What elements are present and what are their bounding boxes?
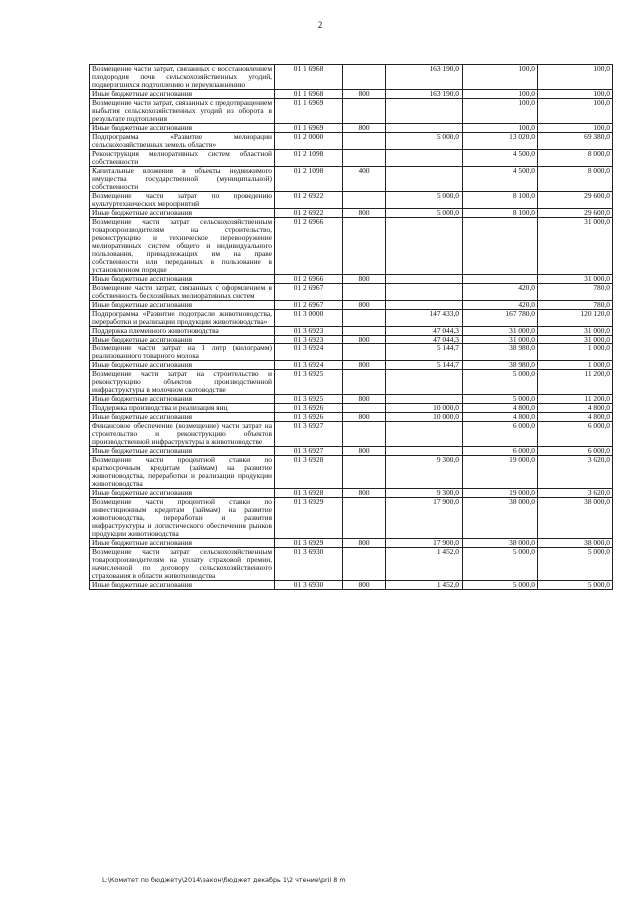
row-code: 01 2 1098 [275,166,343,191]
row-kvr: 800 [343,581,386,590]
table-row [90,456,613,489]
row-amount-2: 4 800,0 [463,413,538,422]
table-row [90,413,613,422]
row-kvr: 800 [343,361,386,370]
row-name: Возмещение части затрат на строительство и реконструкцию объектов производственной инфраструктуры в молочном скотоводстве [90,370,275,395]
row-amount-3: 38 000,0 [538,539,613,548]
row-amount-3: 31 000,0 [538,335,613,344]
row-code: 01 3 6928 [275,456,343,489]
row-amount-1: 9 300,0 [386,489,463,498]
row-amount-1: 5 144,7 [386,344,463,361]
row-code: 01 1 6968 [275,65,343,90]
row-amount-1 [386,98,463,123]
row-amount-2: 420,0 [463,283,538,300]
row-amount-3: 4 800,0 [538,404,613,413]
row-name: Иные бюджетные ассигнования [90,335,275,344]
row-amount-1: 163 190,0 [386,65,463,90]
table-row [90,274,613,283]
table-row [90,404,613,413]
row-amount-3: 6 000,0 [538,447,613,456]
table-row [90,166,613,191]
table-row [90,361,613,370]
row-amount-1: 5 000,0 [386,191,463,208]
row-name: Иные бюджетные ассигнования [90,413,275,422]
row-amount-1: 147 433,0 [386,309,463,326]
table-row [90,344,613,361]
row-amount-3: 4 800,0 [538,413,613,422]
row-amount-2: 8 100,0 [463,191,538,208]
row-code: 01 2 6966 [275,274,343,283]
table-row [90,217,613,274]
row-amount-2 [463,274,538,283]
row-name: Возмещение части затрат, связанных с предотвращением выбытия сельскохозяйственных угодий из оборота в результате подтопления [90,98,275,123]
row-amount-2: 4 800,0 [463,404,538,413]
table-row [90,335,613,344]
row-name: Капитальные вложения в объекты недвижимого имущества государственной (муниципальной) собственности [90,166,275,191]
row-amount-2: 6 000,0 [463,447,538,456]
row-name: Возмещение части процентной ставки по краткосрочным кредитам (займам) на развитие животноводства, переработки и реализации продукции животноводства [90,456,275,489]
row-amount-3: 38 000,0 [538,498,613,539]
row-code: 01 1 6968 [275,89,343,98]
row-code: 01 3 6923 [275,326,343,335]
table-body [90,65,613,590]
table-row [90,489,613,498]
row-amount-2: 19 000,0 [463,456,538,489]
row-code: 01 3 6924 [275,361,343,370]
row-name: Возмещение части затрат по проведению культуртехнических мероприятий [90,191,275,208]
row-code: 01 2 6966 [275,217,343,274]
row-code: 01 3 6925 [275,395,343,404]
row-code: 01 3 6930 [275,548,343,581]
row-name: Иные бюджетные ассигнования [90,489,275,498]
table-row [90,283,613,300]
row-amount-1 [386,447,463,456]
table-row [90,208,613,217]
row-kvr [343,326,386,335]
row-name: Финансовое обеспечение (возмещение) части затрат на строительство и реконструкцию объектов производственной инфраструктуры в животноводстве [90,422,275,447]
row-kvr [343,498,386,539]
row-amount-1: 9 300,0 [386,456,463,489]
table-row [90,581,613,590]
row-kvr [343,217,386,274]
row-amount-3: 3 620,0 [538,456,613,489]
table-row [90,98,613,123]
row-amount-3: 6 000,0 [538,422,613,447]
row-amount-2: 5 000,0 [463,370,538,395]
row-amount-1 [386,274,463,283]
row-kvr [343,132,386,149]
row-amount-2: 31 000,0 [463,326,538,335]
row-code: 01 3 6924 [275,344,343,361]
table-row [90,65,613,90]
row-amount-1: 5 000,0 [386,132,463,149]
row-amount-3: 100,0 [538,98,613,123]
row-name: Иные бюджетные ассигнования [90,89,275,98]
row-amount-3: 29 600,0 [538,208,613,217]
row-kvr: 800 [343,274,386,283]
row-amount-3: 780,0 [538,283,613,300]
row-amount-3: 31 000,0 [538,274,613,283]
row-amount-2: 5 000,0 [463,548,538,581]
row-amount-2: 100,0 [463,65,538,90]
row-amount-1 [386,166,463,191]
row-amount-1: 1 452,0 [386,548,463,581]
row-amount-1 [386,149,463,166]
file-path-footer: L:\Комитет по бюджету\2014\закон\бюджет декабрь 1\2 чтение\pril 8 m [102,876,346,884]
row-amount-1: 17 900,0 [386,498,463,539]
row-amount-3: 3 620,0 [538,489,613,498]
row-amount-1: 10 000,0 [386,413,463,422]
row-amount-2: 19 000,0 [463,489,538,498]
row-code: 01 2 1098 [275,149,343,166]
row-amount-2: 38 000,0 [463,539,538,548]
table-row [90,149,613,166]
row-code: 01 3 6926 [275,404,343,413]
row-amount-1: 163 190,0 [386,89,463,98]
row-amount-3: 100,0 [538,65,613,90]
table-row [90,395,613,404]
row-code: 01 3 6925 [275,370,343,395]
row-kvr: 800 [343,300,386,309]
row-amount-2: 420,0 [463,300,538,309]
row-code: 01 3 6927 [275,447,343,456]
row-code: 01 2 6967 [275,283,343,300]
row-amount-3: 11 200,0 [538,370,613,395]
row-amount-1 [386,300,463,309]
table-row [90,309,613,326]
row-amount-1: 5 144,7 [386,361,463,370]
row-name: Иные бюджетные ассигнования [90,300,275,309]
row-name: Иные бюджетные ассигнования [90,447,275,456]
row-amount-2: 5 000,0 [463,395,538,404]
row-amount-3: 1 000,0 [538,344,613,361]
row-amount-3: 31 000,0 [538,326,613,335]
row-kvr [343,344,386,361]
row-name: Реконструкция мелиоративных систем областной собственности [90,149,275,166]
row-kvr [343,98,386,123]
row-name: Возмещение части затрат сельскохозяйственным товаропроизводителям на уплату страховой премии, начисленной по договору сельскохозяйственного страхования в области животноводства [90,548,275,581]
row-kvr [343,191,386,208]
row-kvr: 800 [343,489,386,498]
row-amount-2: 100,0 [463,89,538,98]
row-name: Возмещение части затрат на 1 литр (килограмм) реализованного товарного молока [90,344,275,361]
row-kvr [343,456,386,489]
table-row [90,498,613,539]
row-name: Иные бюджетные ассигнования [90,274,275,283]
budget-table [89,64,613,590]
row-name: Иные бюджетные ассигнования [90,123,275,132]
row-name: Иные бюджетные ассигнования [90,539,275,548]
row-amount-2: 8 100,0 [463,208,538,217]
table-row [90,422,613,447]
row-amount-2: 5 000,0 [463,581,538,590]
row-kvr: 800 [343,208,386,217]
row-code: 01 2 6922 [275,191,343,208]
row-code: 01 3 6930 [275,581,343,590]
row-name: Возмещение части затрат, связанных с восстановлением плодородия почв сельскохозяйственных угодий, подверзгшихся подтоплению и переувлажнению [90,65,275,90]
row-amount-1: 47 044,3 [386,335,463,344]
row-code: 01 3 6923 [275,335,343,344]
row-amount-2: 6 000,0 [463,422,538,447]
row-amount-2: 38 000,0 [463,498,538,539]
row-amount-1 [386,123,463,132]
table-row [90,123,613,132]
row-name: Поддержка производства и реализация яиц [90,404,275,413]
row-amount-3: 5 000,0 [538,548,613,581]
row-kvr [343,404,386,413]
row-name: Подпрограмма «Развитие мелиорации сельскохозяйственных земель области» [90,132,275,149]
row-kvr: 800 [343,89,386,98]
row-amount-1 [386,422,463,447]
row-amount-1 [386,283,463,300]
row-code: 01 1 6969 [275,123,343,132]
table-row [90,89,613,98]
row-name: Иные бюджетные ассигнования [90,208,275,217]
row-amount-2: 4 500,0 [463,149,538,166]
row-amount-3: 8 000,0 [538,166,613,191]
row-amount-2: 31 000,0 [463,335,538,344]
row-amount-2: 38 980,0 [463,361,538,370]
row-amount-2 [463,217,538,274]
row-name: Поддержка племенного животноводства [90,326,275,335]
row-amount-2: 100,0 [463,98,538,123]
row-kvr [343,309,386,326]
row-amount-3: 29 600,0 [538,191,613,208]
row-name: Возмещение части затрат, связанных с оформлением в собственность бесхозяйных мелиоративных систем [90,283,275,300]
row-name: Иные бюджетные ассигнования [90,361,275,370]
row-amount-3: 5 000,0 [538,581,613,590]
row-amount-1 [386,395,463,404]
row-amount-1: 10 000,0 [386,404,463,413]
row-code: 01 3 6929 [275,498,343,539]
row-code: 01 3 6927 [275,422,343,447]
row-kvr [343,149,386,166]
table-row [90,300,613,309]
table-row [90,326,613,335]
row-amount-2: 4 500,0 [463,166,538,191]
row-code: 01 3 0000 [275,309,343,326]
row-amount-3: 69 380,0 [538,132,613,149]
row-code: 01 3 6928 [275,489,343,498]
row-name: Иные бюджетные ассигнования [90,581,275,590]
table-row [90,370,613,395]
row-kvr: 800 [343,413,386,422]
row-amount-1: 47 044,3 [386,326,463,335]
row-kvr: 800 [343,447,386,456]
row-amount-1: 1 452,0 [386,581,463,590]
row-amount-1: 17 900,0 [386,539,463,548]
row-amount-1 [386,370,463,395]
row-amount-3: 31 000,0 [538,217,613,274]
row-amount-3: 8 000,0 [538,149,613,166]
row-amount-3: 780,0 [538,300,613,309]
table-row [90,132,613,149]
row-code: 01 2 6922 [275,208,343,217]
row-kvr [343,370,386,395]
row-kvr [343,548,386,581]
row-code: 01 3 6926 [275,413,343,422]
row-amount-1 [386,217,463,274]
row-amount-3: 120 120,0 [538,309,613,326]
row-kvr: 800 [343,539,386,548]
row-code: 01 2 0000 [275,132,343,149]
table-row [90,447,613,456]
row-kvr: 800 [343,395,386,404]
row-kvr [343,422,386,447]
row-amount-3: 11 200,0 [538,395,613,404]
row-kvr [343,283,386,300]
row-name: Иные бюджетные ассигнования [90,395,275,404]
table-row [90,191,613,208]
row-amount-2: 13 020,0 [463,132,538,149]
row-amount-3: 1 000,0 [538,361,613,370]
row-code: 01 2 6967 [275,300,343,309]
row-amount-2: 38 980,0 [463,344,538,361]
row-kvr [343,65,386,90]
table-row [90,539,613,548]
row-kvr: 800 [343,123,386,132]
row-amount-3: 100,0 [538,89,613,98]
row-amount-2: 167 780,0 [463,309,538,326]
page-number: 2 [317,20,323,30]
table-row [90,548,613,581]
row-amount-2: 100,0 [463,123,538,132]
row-amount-3: 100,0 [538,123,613,132]
row-code: 01 3 6929 [275,539,343,548]
row-amount-1: 5 000,0 [386,208,463,217]
row-name: Подпрограмма «Развитие подотрасли животноводства, переработки и реализации продукции животноводства» [90,309,275,326]
row-code: 01 1 6969 [275,98,343,123]
row-name: Возмещение части процентной ставки по инвестиционным кредитам (займам) на развитие животноводства, переработки и развития инфраструктуры и логистического обеспечения рынков продукции животноводства [90,498,275,539]
row-name: Возмещение части затрат сельскохозяйственным товаропроизводителям на строительство, реконструкцию и техническое перевооружение мелиоративных систем общего и индивидуального пользования, принадлежащих им на праве собственности или переданных в пользование в установленном порядке [90,217,275,274]
row-kvr: 800 [343,335,386,344]
row-kvr: 400 [343,166,386,191]
